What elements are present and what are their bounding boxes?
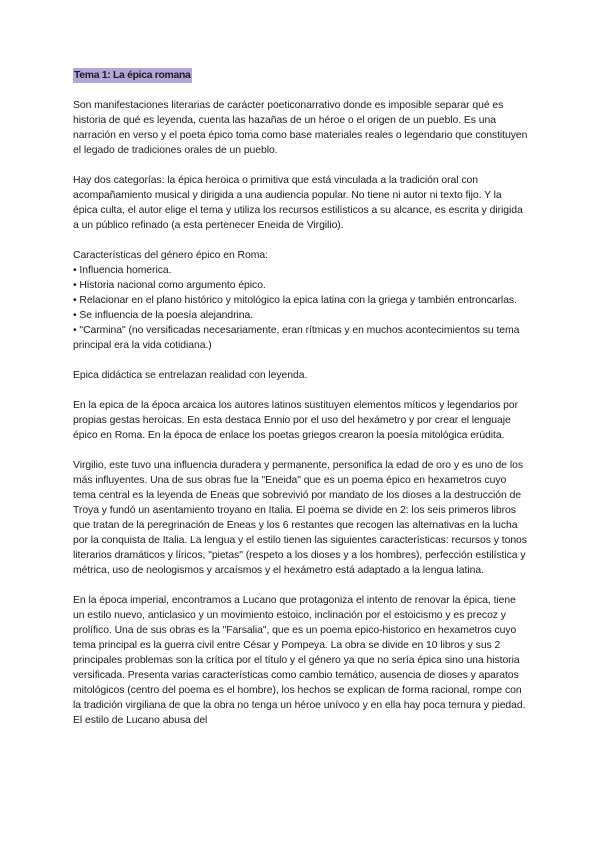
list-item: • Relacionar en el plano histórico y mitológico la epica latina con la griega y también entroncarlas.	[73, 295, 517, 306]
paragraph-intro: Son manifestaciones literarias de carácter poeticonarrativo donde es imposible separar qué es historia de qué es leyenda, cuenta las hazañas de un héroe o el origen de un pueblo. Es una narración en verso y el poeta épico toma como base materiales reales o legendario que constituyen el legado de tradiciones orales de un pueblo.	[73, 100, 528, 156]
paragraph-arcaica: En la epica de la época arcaica los autores latinos sustituyen elementos míticos y legendarios por propias gestas heroicas. En esta destaca Ennio por el uso del hexámetro y por crear el lenguaje épico en Roma. En la época de enlace los poetas griegos crearon la poesía mitológica erúdita.	[73, 400, 519, 441]
list-item: • Historia nacional como argumento épico.	[73, 280, 266, 291]
paragraph-imperial: En la época imperial, encontramos a Lucano que protagoniza el intento de renovar la épica, tiene un estilo nuevo, anticlasico y un movimiento estoico, inclinación por el estoicismo y es precoz y prolífico. Una de sus obras es la "Farsalia", que es un poema epico-historico en hexametros cuyo tema principal es la guerra civil entre César y Pompeya. La obra se divide en 10 libros y sus 2 principales problemas son la crítica por el título y el género ya que no sería épica sino una historia versificada. Presenta varias características como cambio temático, ausencia de dioses y aparatos mitológicos (centro del poema es el hombre), los hechos se explican de forma racional, rompe con la tradición virgiliana de que la obra no tenga un héroe unívoco y en ella hay poca ternura y piedad. El estilo de Lucano abusa del	[73, 595, 526, 726]
list-item: • "Carmina" (no versificadas necesariamente, eran rítmicas y en muchos acontecimientos su tema principal era la vida cotidiana.)	[73, 325, 520, 351]
paragraph-categorias: Hay dos categorías: la épica heroica o primitiva que está vinculada a la tradición oral con acompañamiento musical y dirigida a una audiencia popular. No tiene ni autor ni texto fijo. Y la épica culta, el autor elige el tema y utiliza los recursos estilísticos a su alcance, es escrita y dirigida a un público refinado (a esta pertenecer Eneida de Virgilio).	[73, 175, 523, 231]
characteristics-list	[73, 248, 529, 353]
list-item: • Se influencia de la poesía alejandrina.	[73, 310, 254, 321]
characteristics-heading: Características del género épico en Roma:	[73, 250, 268, 261]
document-body	[73, 68, 529, 743]
document-title: Tema 1: La épica romana	[74, 70, 191, 81]
paragraph-didactica: Epica didáctica se entrelazan realidad con leyenda.	[73, 370, 308, 381]
list-item: • Influencia homerica.	[73, 265, 172, 276]
paragraph-virgilio: Virgilio, este tuvo una influencia duradera y permanente, personifica la edad de oro y es uno de los más influyentes. Una de sus obras fue la "Eneida" que es un poema épico en hexametros cuyo tema central es la leyenda de Eneas que sobrevivió por mandato de los dioses a la destrucción de Troya y fundó un asentamiento troyano en Italia. El poema se divide en 2: los seis primeros libros que tratan de la peregrinación de Eneas y los 6 restantes que recogen las alternativas en la lucha por la conquista de Italia. La lengua y el estilo tienen las siguientes características: recursos y tonos literarios dramáticos y líricos, "pietas" (respeto a los dioses y a los hombres), perfección estilística y métrica, uso de neologismos y arcaísmos y el hexámetro está adaptado a la lengua latina.	[73, 460, 527, 576]
